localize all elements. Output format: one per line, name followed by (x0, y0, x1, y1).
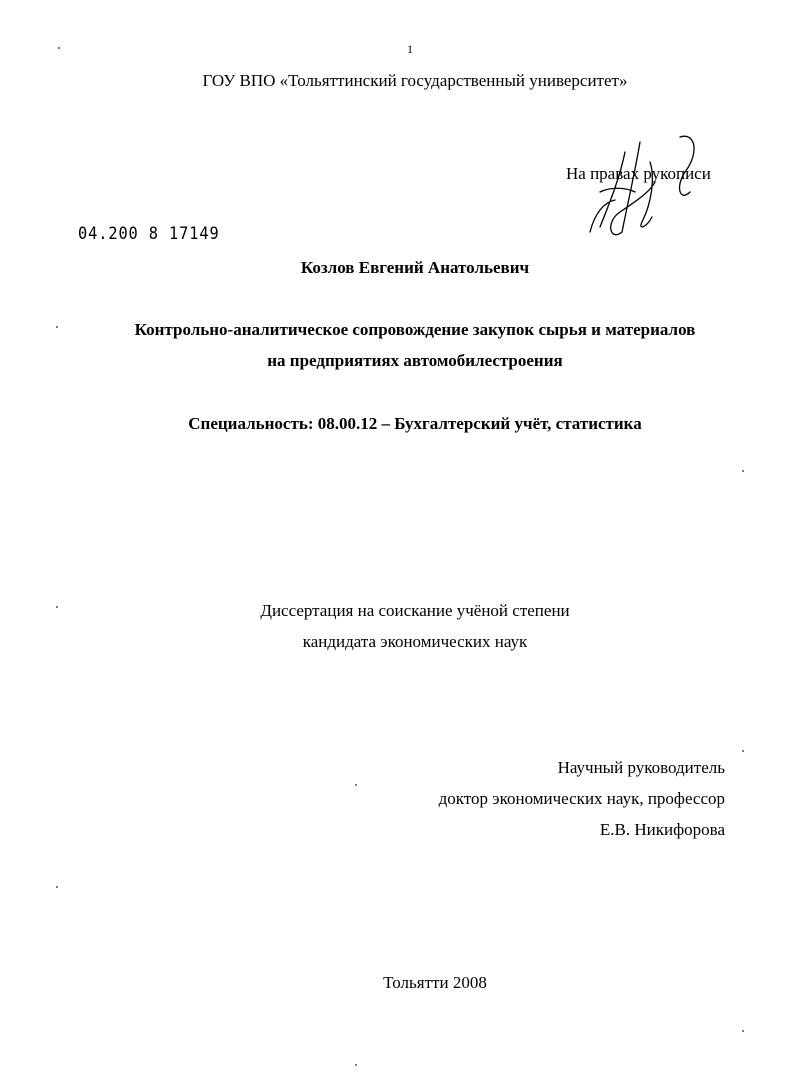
dissertation-type-line-1: Диссертация на соискание учёной степени (260, 601, 570, 620)
scan-speck (355, 784, 357, 786)
scan-speck (742, 1030, 744, 1032)
university-header: ГОУ ВПО «Тольяттинский государственный университет» (202, 71, 628, 90)
page-number: 1 (407, 42, 413, 56)
scan-speck (56, 886, 58, 888)
specialty-line: Специальность: 08.00.12 – Бухгалтерский учёт, статистика (188, 414, 642, 433)
scan-speck (56, 606, 58, 608)
supervisor-degree: доктор экономических наук, профессор (438, 789, 725, 808)
scan-speck (742, 750, 744, 752)
registry-stamp: 04.200 8 17149 (78, 224, 220, 244)
scan-speck (58, 47, 60, 49)
supervisor-name: Е.В. Никифорова (599, 820, 725, 839)
supervisor-role: Научный руководитель (557, 758, 725, 777)
manuscript-rights-note: На правах рукописи (566, 164, 711, 183)
dissertation-type-line-2: кандидата экономических наук (302, 632, 528, 651)
scan-speck (56, 326, 58, 328)
scan-speck (355, 1064, 357, 1066)
city-year: Тольятти 2008 (383, 973, 487, 992)
dissertation-title-line-2: на предприятиях автомобилестроения (267, 351, 563, 370)
author-name: Козлов Евгений Анатольевич (300, 258, 530, 277)
dissertation-title-line-1: Контрольно-аналитическое сопровождение закупок сырья и материалов (134, 320, 696, 339)
scan-speck (742, 470, 744, 472)
handwritten-signature (580, 132, 710, 252)
